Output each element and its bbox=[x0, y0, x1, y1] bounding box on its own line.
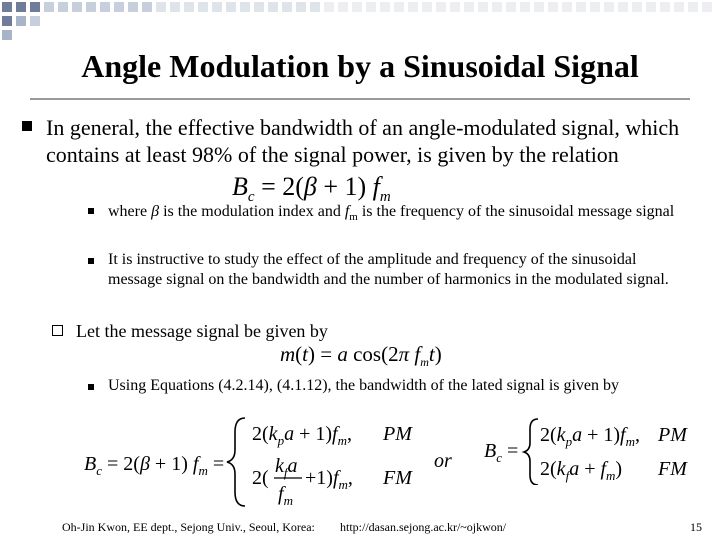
page-number: 15 bbox=[690, 520, 702, 534]
pm-label-right: PM bbox=[658, 424, 687, 446]
svg-text:2(: 2( bbox=[252, 467, 269, 489]
fm-label-right: FM bbox=[658, 458, 687, 480]
sub-bullet-icon bbox=[88, 384, 94, 390]
svg-text:2(kpa + 1)fm,: $2(k_pa + 1)f_m$, bbox=[252, 423, 352, 448]
svg-text:+1)fm,: $+1)f_m$, bbox=[305, 467, 353, 492]
pm-label: PM bbox=[383, 423, 412, 445]
footer-url[interactable]: http://dasan.sejong.ac.kr/~ojkwon/ bbox=[340, 520, 507, 534]
hollow-bullet-icon bbox=[52, 325, 63, 336]
where-prefix: where bbox=[108, 203, 152, 220]
where-mid: is the modulation index and bbox=[159, 203, 345, 220]
instructive-text: It is instructive to study the effect of the amplitude and frequency of the sinusoidal message signal on the bandwidth and the number of harmonics in the modulated signal. bbox=[108, 251, 669, 288]
beta-symbol: β bbox=[151, 203, 160, 220]
header-decoration bbox=[0, 0, 720, 40]
svg-text:fm: $f_m$ bbox=[278, 483, 293, 508]
svg-text:Bc =: $B_c$ = bbox=[484, 440, 519, 465]
slide-title: Angle Modulation by a Sinusoidal Signal bbox=[81, 48, 639, 84]
where-suffix: is the frequency of the sinusoidal message signal bbox=[357, 203, 675, 220]
or-word: or bbox=[434, 450, 452, 472]
svg-text:kfa: $k_fa$ bbox=[275, 455, 298, 480]
svg-text:Bc = 2(β + 1) fm =: $B_c = 2(\beta + 1) f_m$ = bbox=[84, 453, 225, 478]
fm-symbol: f bbox=[344, 203, 350, 220]
intro-text: In general, the effective bandwidth of an angle-modulated signal, which contains at least 98% of the signal power, is given by the relation bbox=[46, 115, 680, 167]
let-text: Let the message signal be given by bbox=[76, 321, 328, 341]
formula-text: $B_c = 2(\beta + 1)$ $f_m$ bbox=[232, 172, 391, 206]
where-text bbox=[108, 202, 688, 227]
sub-bullet-icon bbox=[88, 208, 94, 214]
message-formula bbox=[280, 342, 442, 370]
svg-text:2(kfa + fm): $2(k_fa + f_m)$ bbox=[540, 458, 623, 483]
left-piecewise-formula bbox=[80, 410, 440, 510]
right-piecewise-formula bbox=[482, 415, 707, 485]
message-formula-text: m(t) = a cos(2π $f_mt$) bbox=[280, 342, 442, 370]
sub-bullet-icon bbox=[88, 258, 94, 264]
using-text: Using Equations (4.2.14), (4.1.12), the bandwidth of the lated signal is given by bbox=[108, 377, 620, 394]
bullet-square-icon bbox=[22, 121, 32, 131]
svg-text:2(kpa + 1)fm,: $2(k_pa + 1)f_m$, bbox=[540, 424, 640, 449]
fm-label: FM bbox=[383, 467, 412, 489]
fm-subscript: m bbox=[349, 211, 358, 224]
title-rule bbox=[30, 98, 690, 100]
footer-author: Oh-Jin Kwon, EE dept., Sejong Univ., Seoul, Korea: bbox=[62, 520, 315, 534]
